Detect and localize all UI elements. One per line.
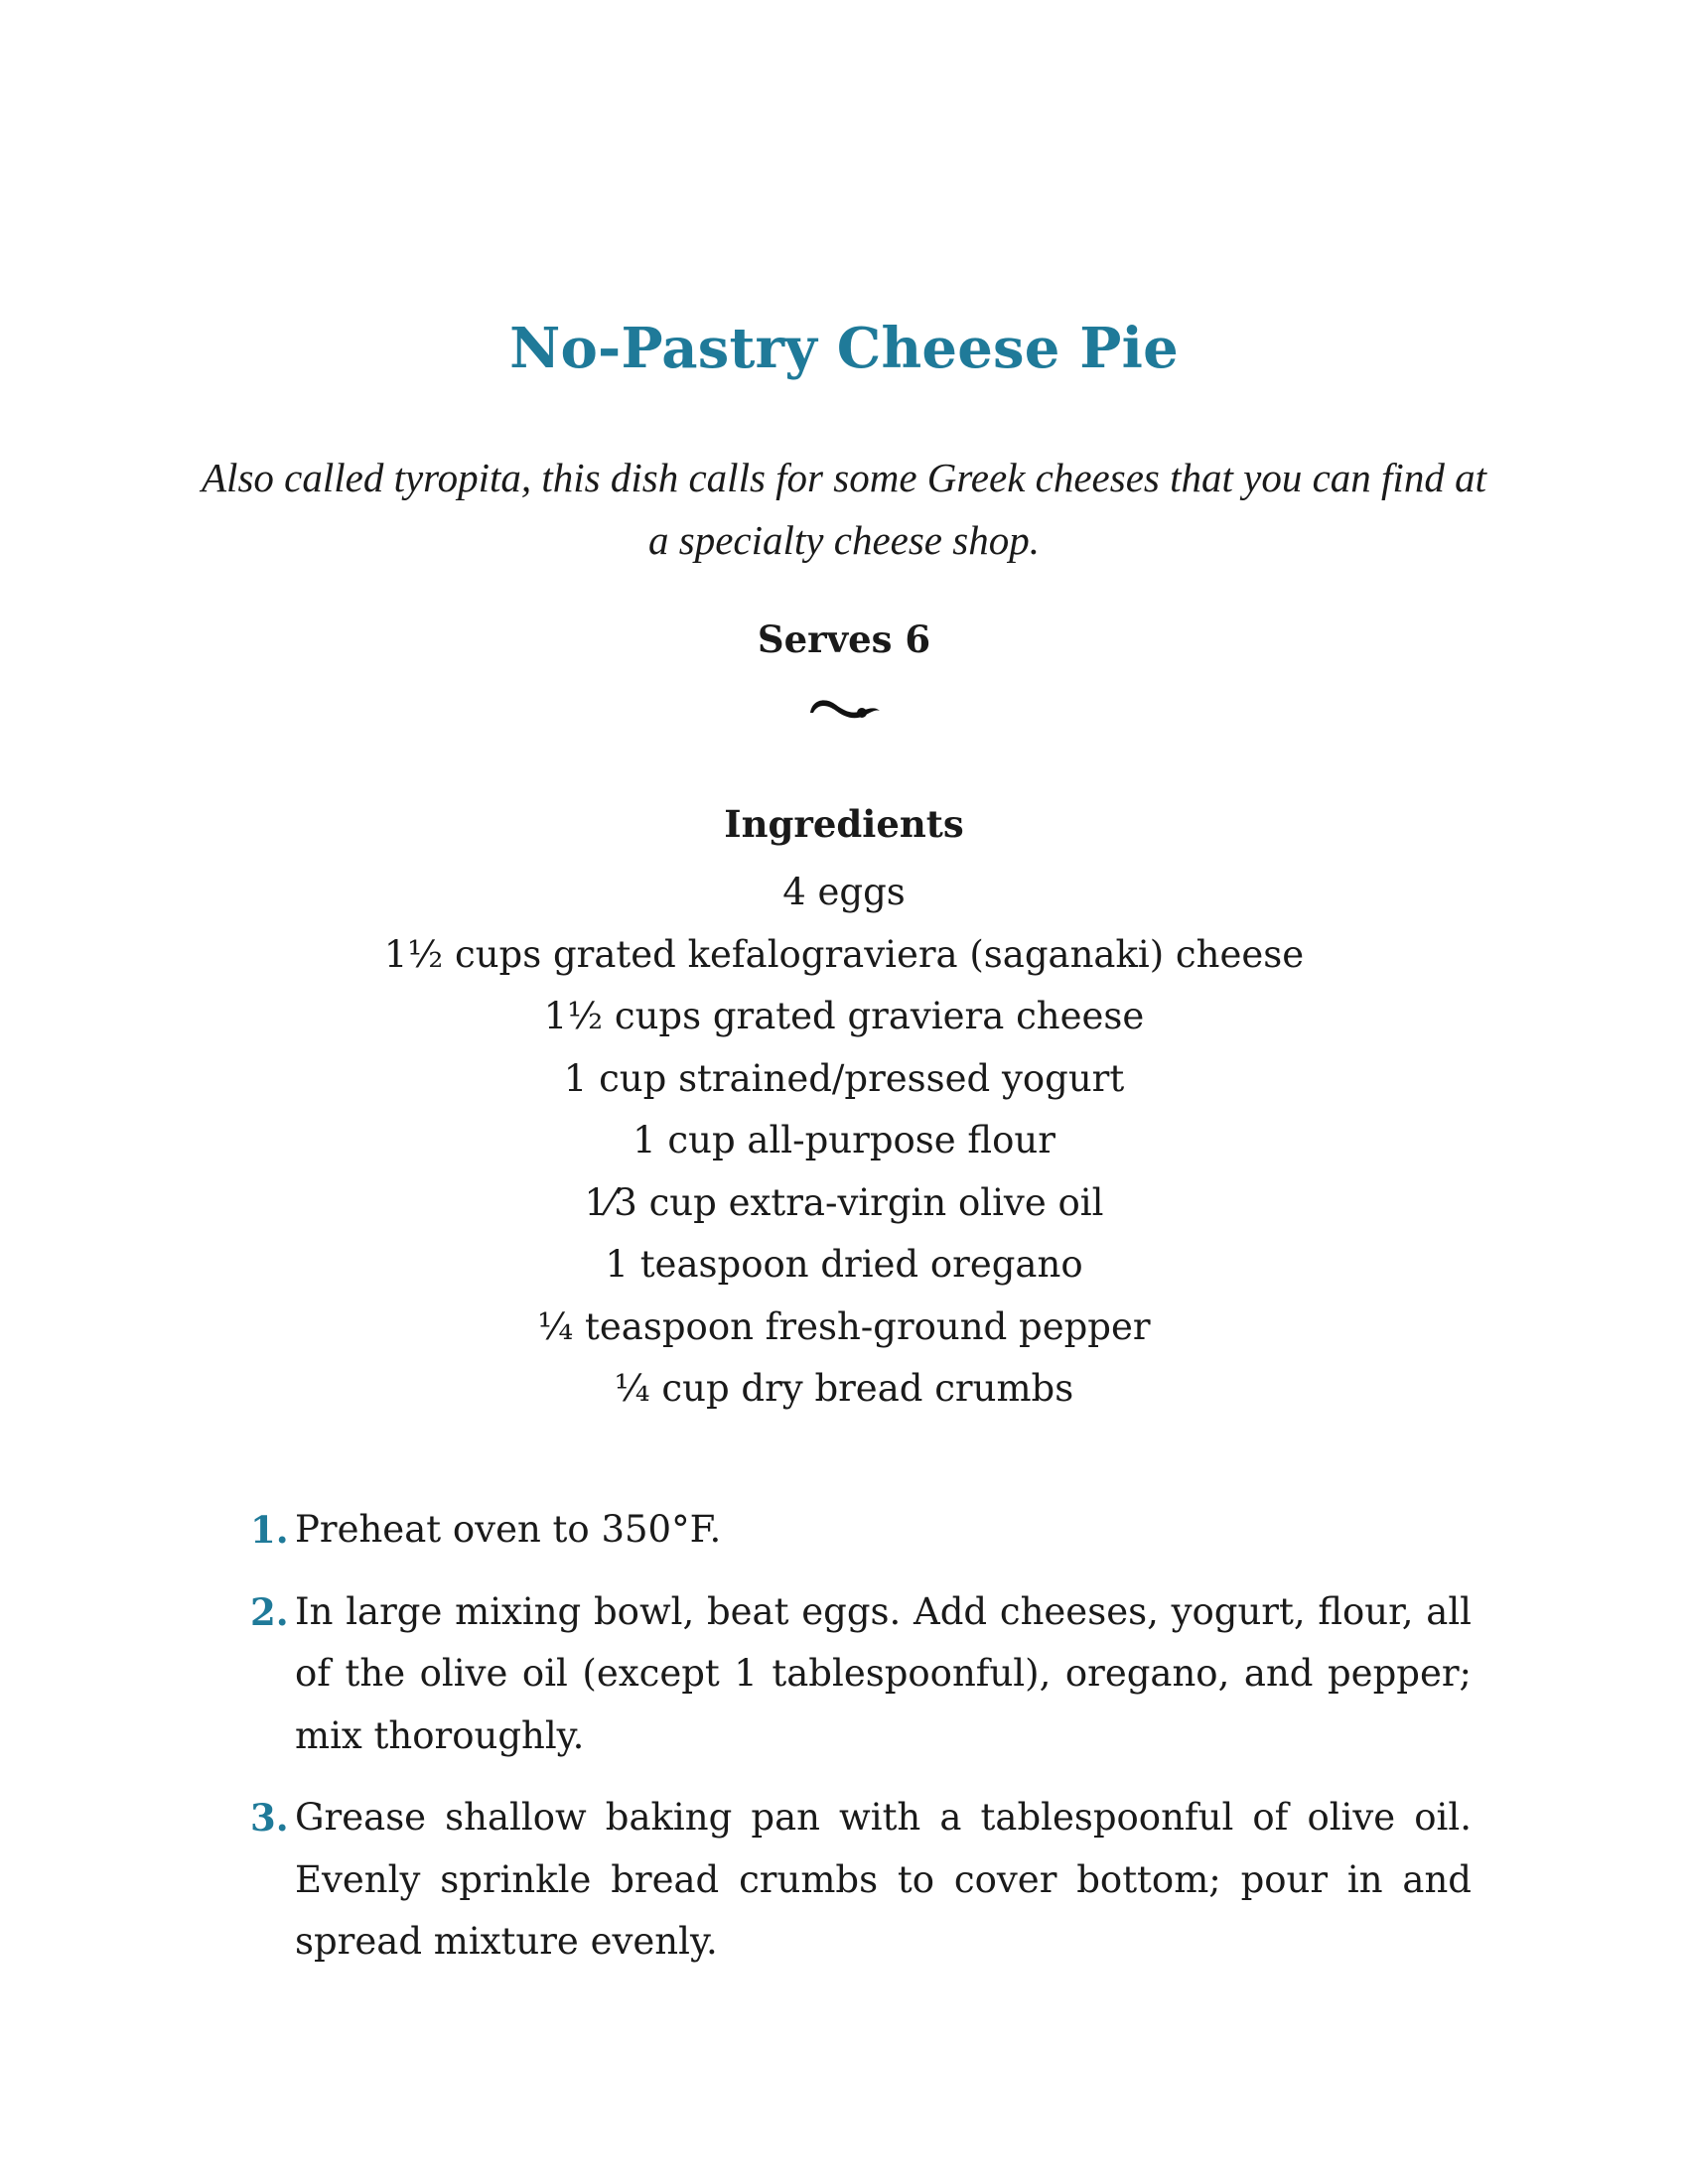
ingredient-item: 1⁄3 cup extra-virgin olive oil <box>584 1180 1104 1224</box>
ingredient-item: 1½ cups grated graviera cheese <box>543 995 1145 1037</box>
ingredients-heading: Ingredients <box>724 802 964 846</box>
step-number: 2. <box>250 1589 289 1634</box>
step-text: In large mixing bowl, beat eggs. Add cheeses, yogurt, flour, all of the olive oil (except 1 tablespoonful), oregano, and pepper; mix thoroughly. <box>295 1589 1472 1757</box>
instruction-step <box>250 1499 1472 1562</box>
ingredient-item: ¼ cup dry bread crumbs <box>614 1367 1074 1410</box>
ingredient-item: 1 cup strained/pressed yogurt <box>563 1056 1125 1100</box>
ingredient-item: ¼ teaspoon fresh-ground pepper <box>537 1304 1151 1348</box>
instruction-step <box>250 1787 1472 1974</box>
step-text: Preheat oven to 350°F. <box>295 1508 722 1551</box>
recipe-title: No-Pastry Cheese Pie <box>509 316 1179 381</box>
recipe-intro: Also called tyropita, this dish calls for some Greek cheeses that you can find at a specialty cheese shop. <box>202 455 1486 563</box>
serves-label: Serves 6 <box>757 617 931 661</box>
step-text: Grease shallow baking pan with a tablespoonful of olive oil. Evenly sprinkle bread crumbs to cover bottom; pour in and spread mixture evenly. <box>295 1796 1472 1963</box>
instructions-list <box>250 1499 1472 1993</box>
ingredient-item: 1½ cups grated kefalograviera (saganaki) cheese <box>383 932 1305 976</box>
instruction-step <box>250 1581 1472 1768</box>
ingredient-item: 1 teaspoon dried oregano <box>605 1243 1083 1286</box>
ingredient-item: 4 eggs <box>782 871 906 913</box>
swash-ornament-icon <box>804 689 884 725</box>
step-number: 1. <box>250 1508 289 1552</box>
step-number: 3. <box>250 1796 289 1840</box>
ingredients-list <box>0 862 1688 1421</box>
ingredient-item: 1 cup all-purpose flour <box>633 1119 1055 1161</box>
